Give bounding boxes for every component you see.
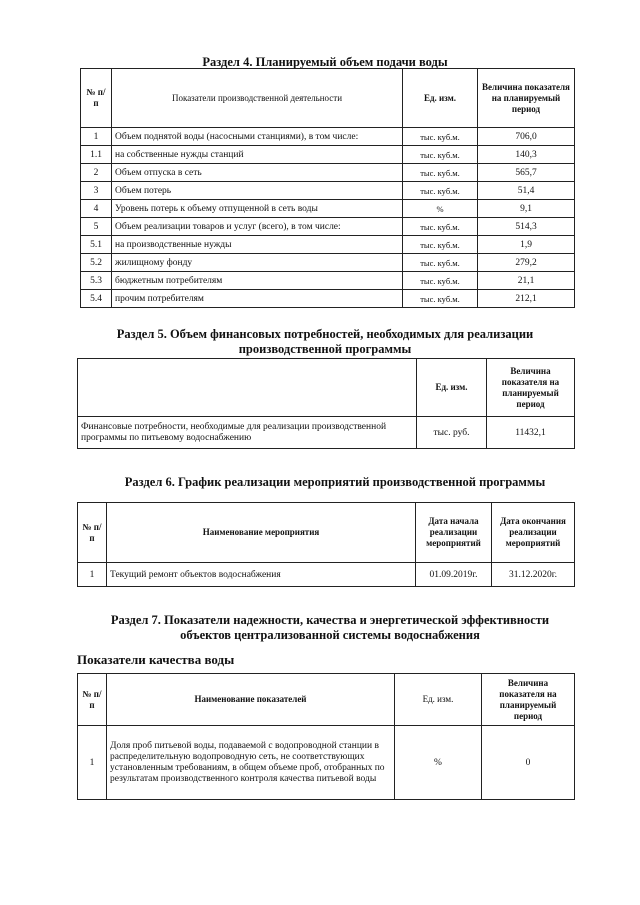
row-num: 1.1 — [81, 146, 112, 164]
row-value: 1,9 — [478, 236, 575, 254]
row-end: 31.12.2020г. — [492, 563, 575, 587]
table-row — [78, 726, 575, 800]
header-value: Величина показателя на планируемый период — [478, 69, 575, 128]
section6-title: Раздел 6. График реализации мероприятий производственной программы — [124, 475, 546, 489]
table-row — [81, 290, 575, 308]
row-value: 706,0 — [478, 128, 575, 146]
row-num: 1 — [78, 726, 107, 800]
header-indicator: Показатели производственной деятельности — [112, 69, 403, 128]
header-unit: Ед. изм. — [417, 359, 487, 417]
row-name: Объем потерь — [112, 182, 403, 200]
section7-header-row — [78, 674, 575, 726]
row-name: прочим потребителям — [112, 290, 403, 308]
row-num: 3 — [81, 182, 112, 200]
section5-title-line1: Раздел 5. Объем финансовых потребностей, необходимых для реализации — [116, 327, 534, 341]
section5-header-row — [78, 359, 575, 417]
row-num: 5.3 — [81, 272, 112, 290]
row-unit: тыс. руб. — [417, 417, 487, 449]
row-start: 01.09.2019г. — [416, 563, 492, 587]
row-unit: % — [395, 726, 482, 800]
section4-table — [80, 68, 575, 308]
header-name: Наименование мероприятия — [107, 503, 416, 563]
row-num: 5.4 — [81, 290, 112, 308]
header-start: Дата начала реализации мероприятий — [416, 503, 492, 563]
table-row — [81, 146, 575, 164]
row-name: жилищному фонду — [112, 254, 403, 272]
row-num: 2 — [81, 164, 112, 182]
section6-table — [77, 502, 575, 587]
row-value: 514,3 — [478, 218, 575, 236]
section7-title-line2: объектов централизованной системы водоснабжения — [180, 628, 480, 642]
header-value: Величина показателя на планируемый период — [482, 674, 575, 726]
row-num: 5.2 — [81, 254, 112, 272]
section4-header-row — [81, 69, 575, 128]
row-num: 5 — [81, 218, 112, 236]
row-value: 0 — [482, 726, 575, 800]
table-row — [78, 417, 575, 449]
row-unit: тыс. куб.м. — [403, 236, 478, 254]
section6-header-row — [78, 503, 575, 563]
section7-table — [77, 673, 575, 800]
header-unit: Ед. изм. — [403, 69, 478, 128]
row-unit: тыс. куб.м. — [403, 254, 478, 272]
table-row — [81, 254, 575, 272]
row-value: 212,1 — [478, 290, 575, 308]
row-value: 279,2 — [478, 254, 575, 272]
row-name: на производственные нужды — [112, 236, 403, 254]
row-name: Объем отпуска в сеть — [112, 164, 403, 182]
row-num: 5.1 — [81, 236, 112, 254]
row-unit: тыс. куб.м. — [403, 272, 478, 290]
header-name: Наименование показателей — [107, 674, 395, 726]
header-num: № п/п — [78, 674, 107, 726]
table-row — [81, 200, 575, 218]
row-num: 1 — [78, 563, 107, 587]
section5-title — [70, 327, 580, 357]
row-name: бюджетным потребителям — [112, 272, 403, 290]
table-row — [81, 272, 575, 290]
header-value: Величина показателя на планируемый период — [487, 359, 575, 417]
table-row — [81, 218, 575, 236]
row-unit: тыс. куб.м. — [403, 182, 478, 200]
section5-title-line2: производственной программы — [238, 342, 412, 356]
table-row — [81, 128, 575, 146]
header-num: № п/п — [78, 503, 107, 563]
row-unit: тыс. куб.м. — [403, 128, 478, 146]
row-unit: тыс. куб.м. — [403, 164, 478, 182]
section7-title — [70, 613, 590, 643]
row-name: Объем реализации товаров и услуг (всего), в том числе: — [112, 218, 403, 236]
row-num: 4 — [81, 200, 112, 218]
row-unit: тыс. куб.м. — [403, 218, 478, 236]
header-unit: Ед. изм. — [395, 674, 482, 726]
row-name: Объем поднятой воды (насосными станциями), в том числе: — [112, 128, 403, 146]
row-name: Доля проб питьевой воды, подаваемой с водопроводной станции в распределительную водопроводную сеть, не соответствующих установленным требованиям, в общем объеме проб, отобранных по результатам производственного контроля качества питьевой воды — [107, 726, 395, 800]
table-row — [81, 182, 575, 200]
section7-subtitle: Показатели качества воды — [77, 652, 235, 667]
row-name: Текущий ремонт объектов водоснабжения — [107, 563, 416, 587]
row-value: 11432,1 — [487, 417, 575, 449]
row-name: Финансовые потребности, необходимые для реализации производственной программы по питьевому водоснабжению — [78, 417, 417, 449]
row-unit: % — [403, 200, 478, 218]
row-unit: тыс. куб.м. — [403, 146, 478, 164]
row-value: 51,4 — [478, 182, 575, 200]
row-unit: тыс. куб.м. — [403, 290, 478, 308]
row-name: на собственные нужды станций — [112, 146, 403, 164]
row-name: Уровень потерь к объему отпущенной в сеть воды — [112, 200, 403, 218]
header-empty — [78, 359, 417, 417]
header-num: № п/п — [81, 69, 112, 128]
table-row — [78, 563, 575, 587]
section4-title: Раздел 4. Планируемый объем подачи воды — [202, 55, 448, 69]
section5-table — [77, 358, 575, 449]
header-end: Дата окончания реализации мероприятий — [492, 503, 575, 563]
row-value: 21,1 — [478, 272, 575, 290]
row-value: 140,3 — [478, 146, 575, 164]
row-value: 565,7 — [478, 164, 575, 182]
table-row — [81, 236, 575, 254]
row-value: 9,1 — [478, 200, 575, 218]
row-num: 1 — [81, 128, 112, 146]
section7-title-line1: Раздел 7. Показатели надежности, качества и энергетической эффективности — [110, 613, 550, 627]
table-row — [81, 164, 575, 182]
